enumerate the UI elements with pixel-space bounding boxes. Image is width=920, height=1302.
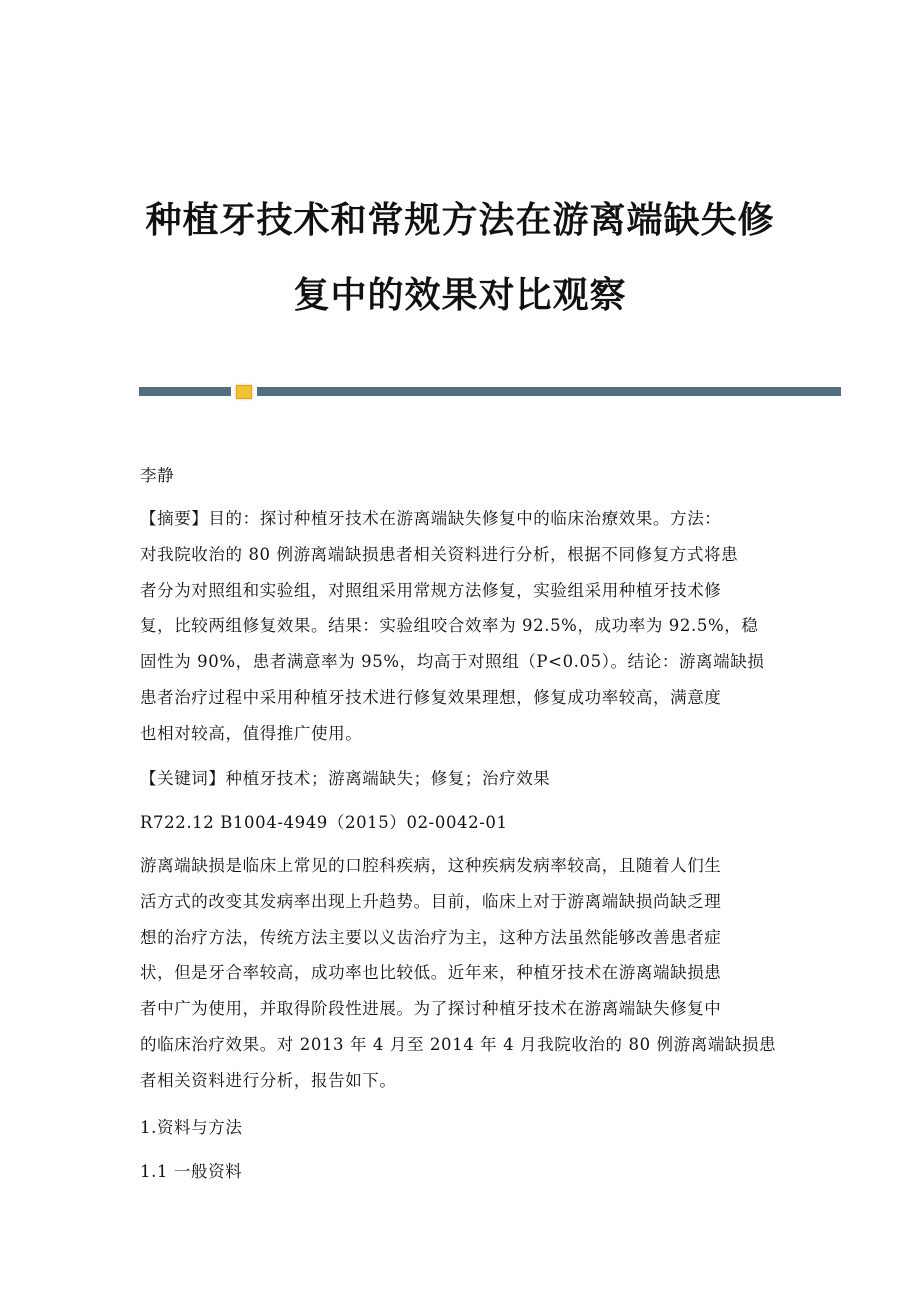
divider-ornament-icon	[236, 385, 252, 399]
divider-left	[139, 387, 231, 396]
author: 李静	[140, 466, 175, 485]
subsection-heading: 1.1 一般资料	[140, 1162, 243, 1181]
abstract-line: 复，比较两组修复效果。结果：实验组咬合效率为 92.5%，成功率为 92.5%，稳	[140, 616, 759, 636]
classification: R722.12 B1004-4949（2015）02-0042-01	[140, 813, 508, 832]
abstract-line: 【摘要】目的：探讨种植牙技术在游离端缺失修复中的临床治療效果。方法：	[140, 509, 722, 528]
intro-line: 想的治疗方法，传统方法主要以义齿治疗为主，这种方法虽然能够改善患者症	[140, 927, 722, 947]
abstract-line: 固性为 90%，患者满意率为 95%，均高于对照组（P<0.05）。结论：游离端缺损	[140, 652, 765, 672]
abstract-line: 对我院收治的 80 例游离端缺损患者相关资料进行分析，根据不同修复方式将患	[140, 544, 739, 564]
title-line-1: 种植牙技术和常规方法在游离端缺失修	[145, 199, 775, 241]
intro-line: 活方式的改变其发病率出现上升趋势。目前，临床上对于游离端缺损尚缺乏理	[140, 891, 722, 911]
abstract-line: 也相对较高，值得推广使用。	[140, 723, 363, 743]
title-line-2: 复中的效果对比观察	[293, 274, 627, 316]
abstract-line: 患者治疗过程中采用种植牙技术进行修复效果理想，修复成功率较高，满意度	[140, 688, 722, 707]
divider-right	[257, 387, 841, 396]
intro-line: 者相关资料进行分析，报告如下。	[140, 1070, 397, 1090]
section-heading: 1.资料与方法	[140, 1118, 243, 1137]
abstract-line: 者分为对照组和实验组，对照组采用常规方法修复，实验组采用种植牙技术修	[140, 580, 722, 600]
intro-line: 游离端缺损是临床上常见的口腔科疾病，这种疾病发病率较高，且随着人们生	[140, 856, 722, 875]
keywords: 【关键词】种植牙技术；游离端缺失；修复；治疗效果	[140, 769, 551, 788]
intro-line: 状，但是牙合率较高，成功率也比较低。近年来，种植牙技术在游离端缺损患	[140, 963, 722, 983]
intro-line: 的临床治疗效果。对 2013 年 4 月至 2014 年 4 月我院收治的 80 例游离端缺损患	[140, 1035, 777, 1054]
intro-line: 者中广为使用，并取得阶段性进展。为了探讨种植牙技术在游离端缺失修复中	[140, 999, 722, 1019]
